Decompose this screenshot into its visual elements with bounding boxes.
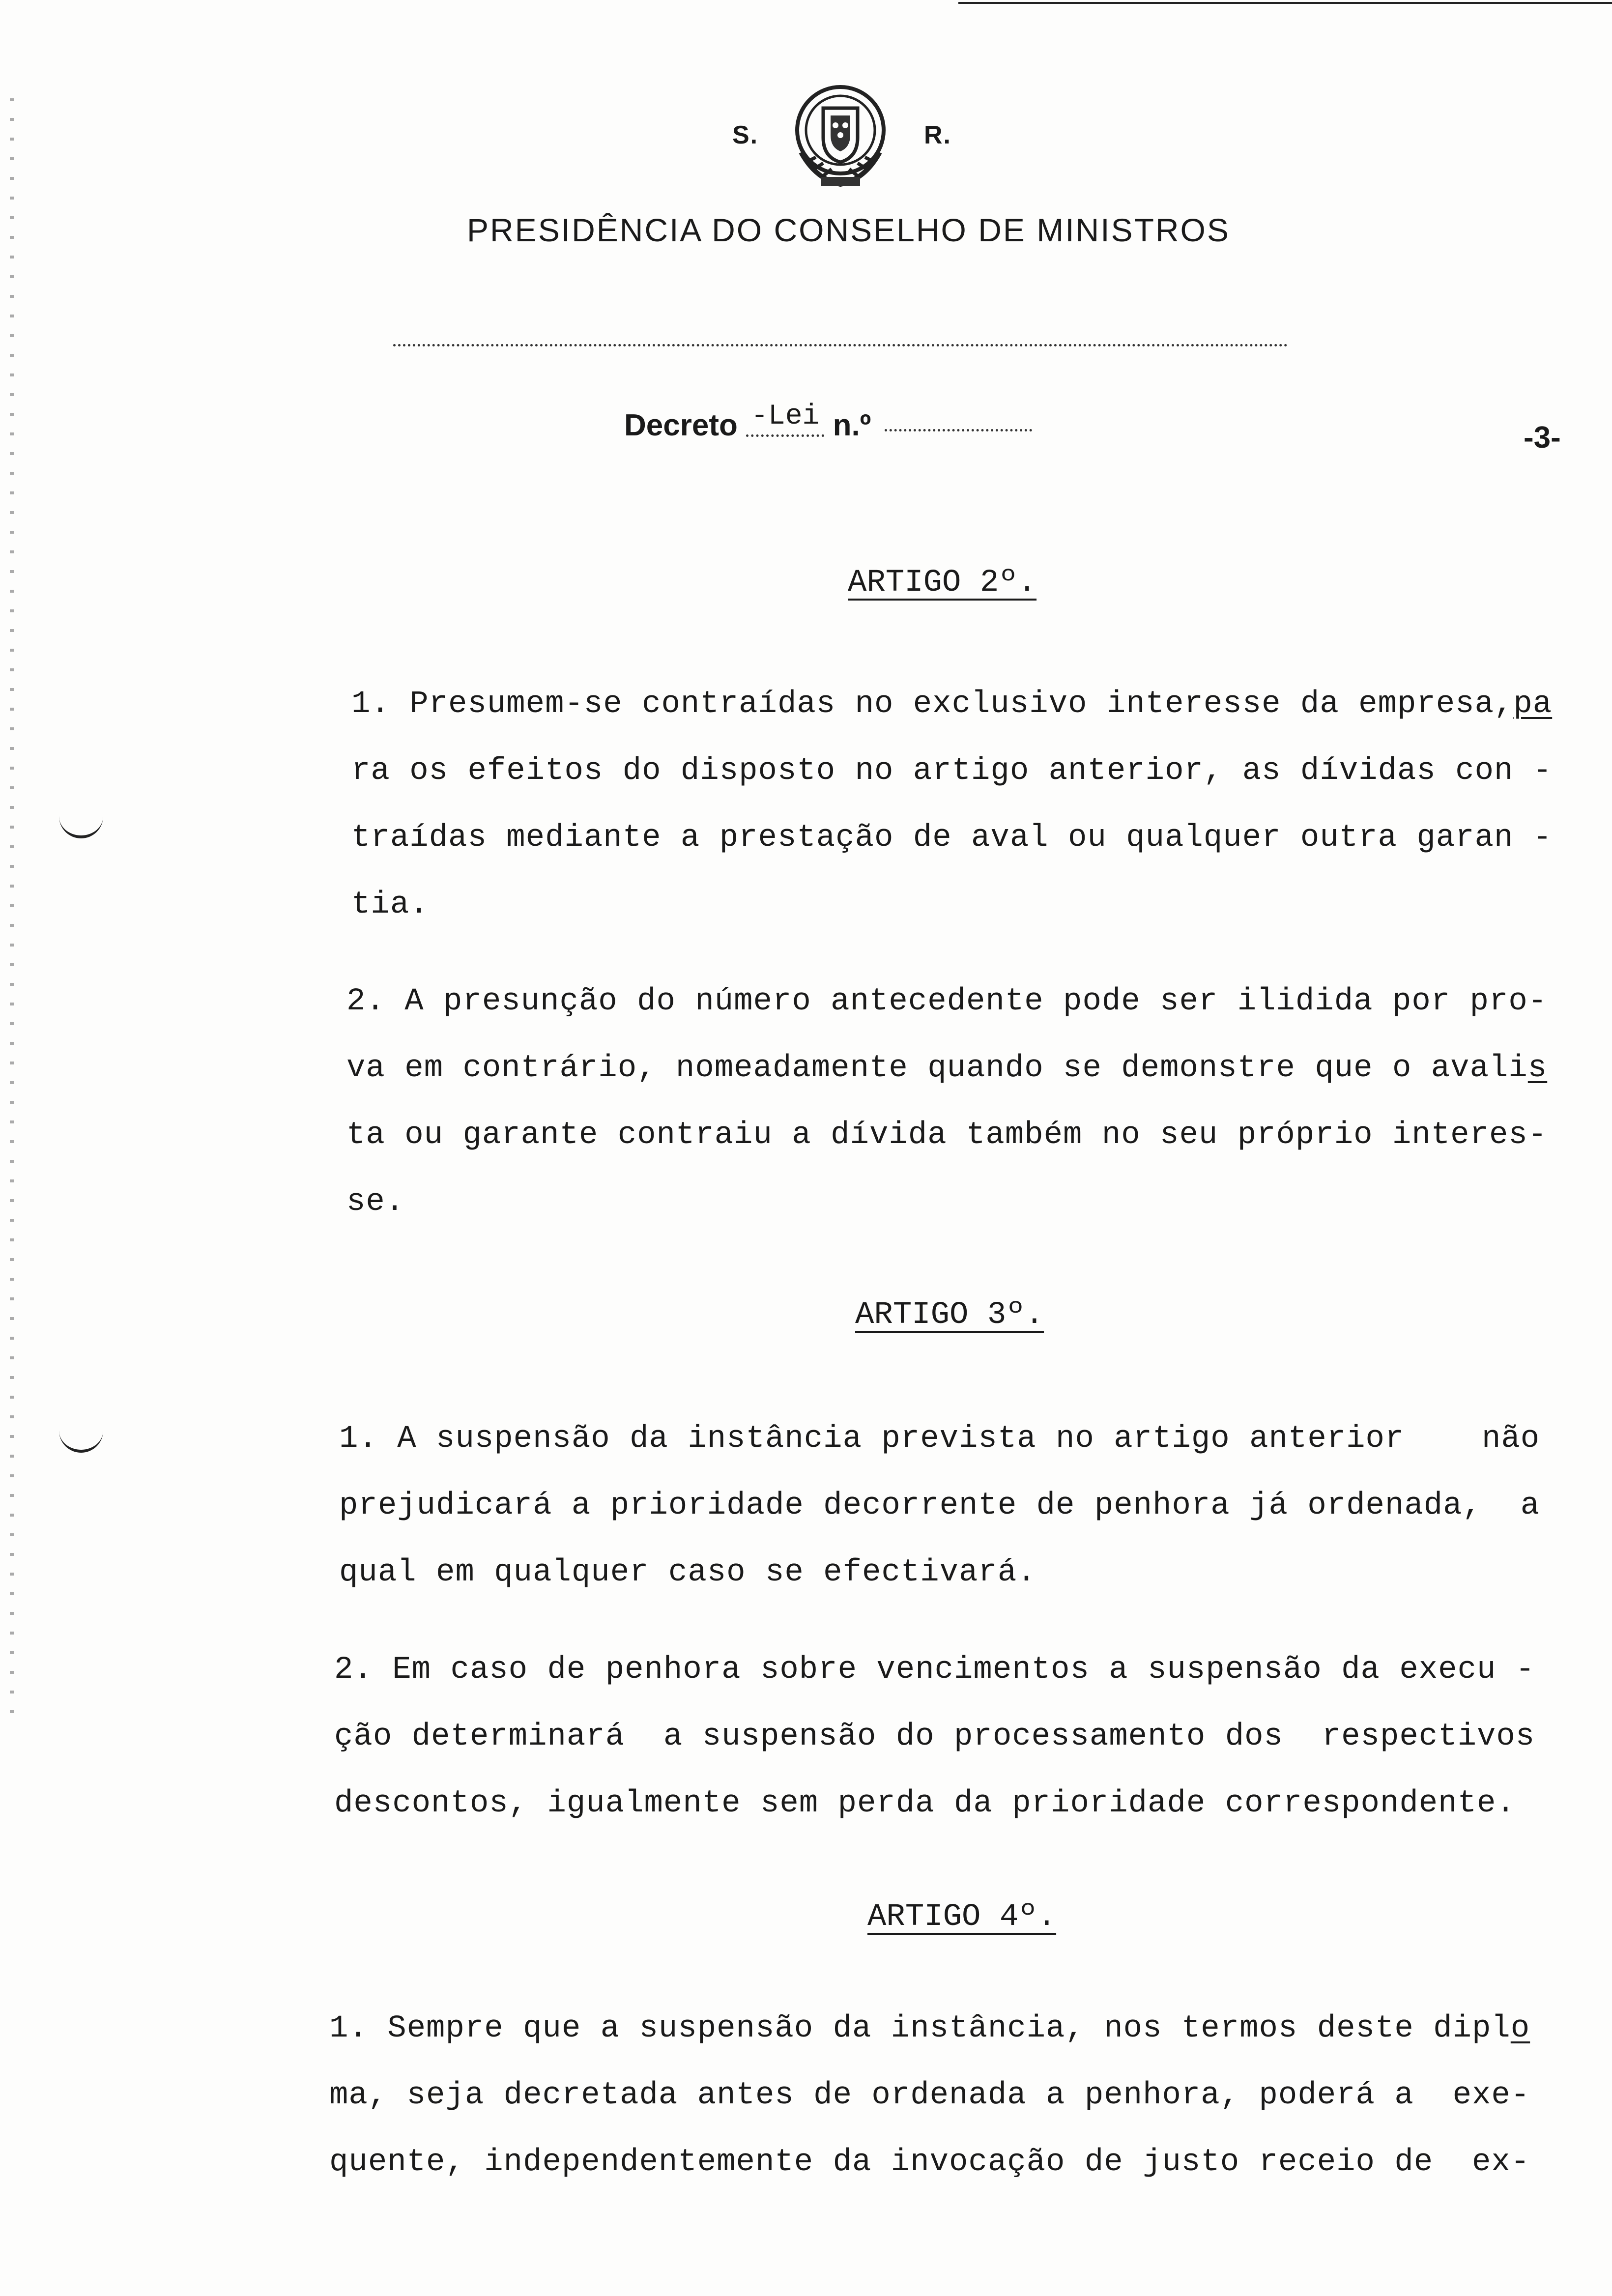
punch-hole-mark — [59, 811, 103, 838]
article-title: ARTIGO 2º. — [848, 565, 1037, 601]
article-paragraph: 1. Presumem-se contraídas no exclusivo interesse da empresa,pa ra os efeitos do disposto no artigo anterior, as dívidas con - traídas mediante a prestação de aval ou qualquer outra garan - tia. — [351, 687, 1553, 922]
page-number: -3- — [1524, 421, 1561, 455]
header-dotted-line — [393, 344, 1288, 346]
article-title: ARTIGO 4º. — [867, 1899, 1057, 1935]
punch-hole-mark — [59, 1425, 103, 1453]
article-title: ARTIGO 3º. — [855, 1297, 1044, 1333]
decree-label: Decreto — [624, 408, 738, 442]
article-paragraph: 1. Sempre que a suspensão da instância, nos termos deste diplo ma, seja decretada antes de ordenada a penhora, poderá a exe- quente, independentemente da invocação de justo receio de ex- — [329, 2011, 1530, 2180]
decree-line — [624, 401, 1032, 449]
article-paragraph: 1. A suspensão da instância prevista no artigo anterior não prejudicará a prioridade decorrente de penhora já ordenada, a qual em qualquer caso se efectivará. — [339, 1421, 1540, 1590]
top-rule — [958, 2, 1612, 4]
letterhead-left-letter: S. — [732, 121, 759, 149]
article-paragraph: 2. Em caso de penhora sobre vencimentos a suspensão da execu - ção determinará a suspensão do processamento dos respectivos descontos, igualmente sem perda da prioridade correspondente. — [334, 1652, 1535, 1821]
decree-suffix: -Lei — [746, 401, 824, 437]
letterhead-right-letter: R. — [924, 121, 951, 149]
decree-number-field — [885, 429, 1032, 431]
article-paragraph: 2. A presunção do número antecedente pode ser ilidida por pro- va em contrário, nomeadamente quando se demonstre que o avalis ta ou garante contraiu a dívida também no seu próprio interes- se. — [346, 984, 1548, 1220]
institution-name: PRESIDÊNCIA DO CONSELHO DE MINISTROS — [467, 212, 1230, 248]
binding-margin — [10, 98, 14, 1720]
coat-of-arms-icon — [786, 79, 894, 192]
decree-number-label: n.º — [833, 408, 871, 442]
